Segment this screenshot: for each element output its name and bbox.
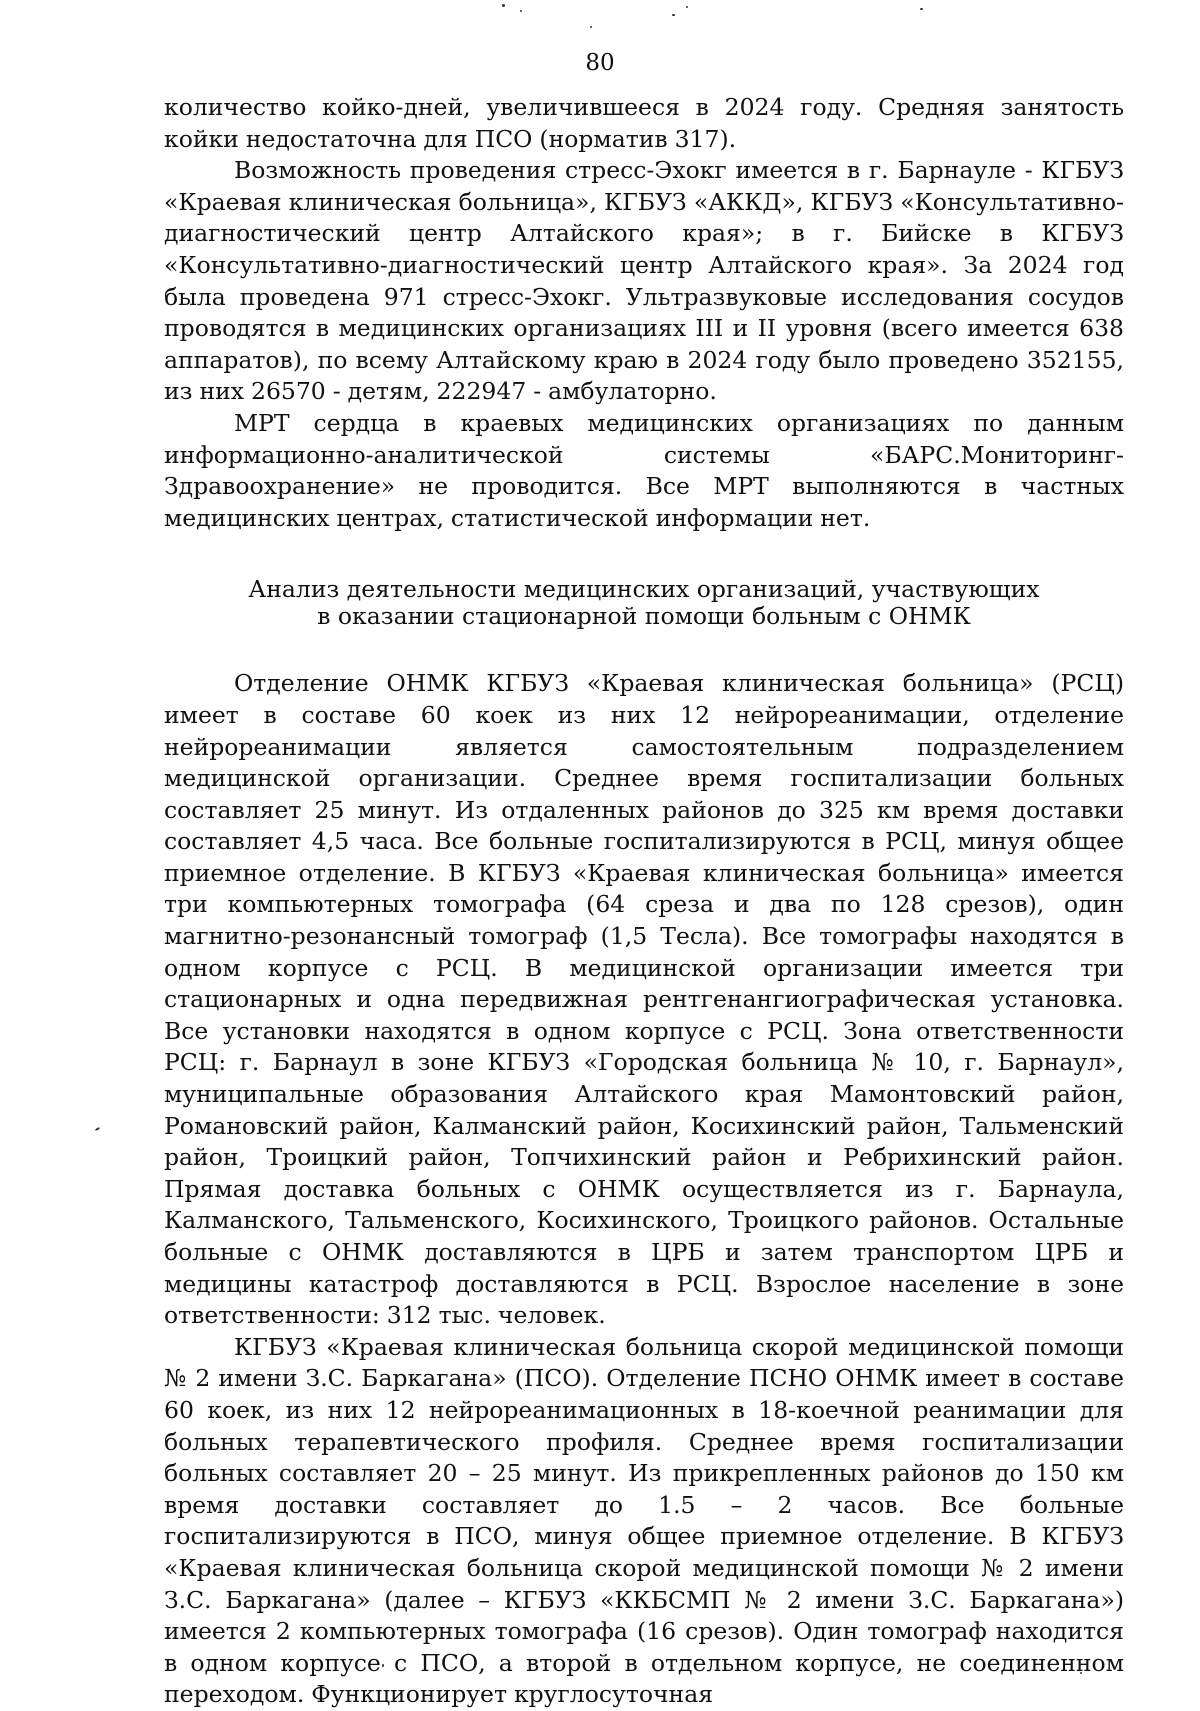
paragraph-rsc: Отделение ОНМК КГБУЗ «Краевая клиническая больница» (РСЦ) имеет в составе 60 коек из них 12 нейрореанимации, отделение нейрореанимации является самостоятельным подразделением медицинской организации. Среднее время госпитализации больных составляет 25 минут. Из отдаленных районов до 325 км время доставки составляет 4,5 часа. Все больные госпитализируются в РСЦ, минуя общее приемное отделение. В КГБУЗ «Краевая клиническая больница» имеется три компьютерных томографа (64 среза и два по 128 срезов), один магнитно-резонансный томограф (1,5 Тесла). Все томографы находятся в одном корпусе с РСЦ. В медицинской организации имеется три стационарных и одна передвижная рентгенангиографическая установка. Все установки находятся в одном корпусе с РСЦ. Зона ответственности РСЦ: г. Барнаул в зоне КГБУЗ «Городская больница № 10, г. Барнаул», муниципальные образования Алтайского края Мамонтовский район, Романовский район, Калманский район, Косихинский район, Тальменский район, Троицкий район, Топчихинский район и Ребрихинский район. Прямая доставка больных с ОНМК осуществляется из г. Барнаула, Калманского, Тальменского, Косихинского, Троицкого районов. Остальные больные с ОНМК доставляются в ЦРБ и затем транспортом ЦРБ и медицины катастроф доставляются в РСЦ. Взрослое население в зоне ответственности: 312 тыс. человек. [164, 669, 1124, 1330]
scan-speck [920, 8, 923, 10]
scan-speck [95, 1127, 100, 1131]
scan-speck [590, 26, 592, 28]
paragraph-pso: КГБУЗ «Краевая клиническая больница скорой медицинской помощи № 2 имени З.С. Баркагана» (ПСО). Отделение ПСНО ОНМК имеет в составе 60 коек, из них 12 нейрореанимационных в 18-коечной реанимации для больных терапевтического профиля. Среднее время госпитализации больных составляет 20 – 25 минут. Из прикрепленных районов до 150 км время доставки составляет до 1.5 – 2 часов. Все больные госпитализируются в ПСО, минуя общее приемное отделение. В КГБУЗ «Краевая клиническая больница скорой медицинской помощи № 2 имени З.С. Баркагана» (далее – КГБУЗ «ККБСМП № 2 имени З.С. Баркагана») имеется 2 компьютерных томографа (16 срезов). Один томограф находится в одном корпусе с ПСО, а второй в отдельном корпусе, не соединенном переходом. Функционирует круглосуточная [164, 1332, 1124, 1709]
section-heading-line-2: в оказании стационарной помощи больным с ОНМК [317, 602, 971, 631]
scan-speck [520, 10, 522, 12]
paragraph-mri: МРТ сердца в краевых медицинских организациях по данным информационно-аналитической системы «БАРС.Мониторинг-Здравоохранение» не проводится. Все МРТ выполняются в частных медицинских центрах, статистической информации нет. [164, 408, 1124, 532]
paragraph-continuation: количество койко-дней, увеличившееся в 2024 году. Средняя занятость койки недостаточна для ПСО (норматив 317). [164, 93, 1124, 153]
page-number: 80 [585, 50, 615, 76]
document-body [164, 92, 1124, 1711]
section-heading-line-1: Анализ деятельности медицинских организаций, участвующих [248, 575, 1040, 604]
scan-speck [686, 6, 688, 8]
scan-speck [502, 4, 505, 7]
scan-speck [672, 14, 675, 16]
paragraph-stress-echo: Возможность проведения стресс-Эхокг имеется в г. Барнауле - КГБУЗ «Краевая клиническая больница», КГБУЗ «АККД», КГБУЗ «Консультативно-диагностический центр Алтайского края»; в г. Бийске в КГБУЗ «Консультативно-диагностический центр Алтайского края». За 2024 год была проведена 971 стресс-Эхокг. Ультразвуковые исследования сосудов проводятся в медицинских организациях III и II уровня (всего имеется 638 аппаратов), по всему Алтайскому краю в 2024 году было проведено 352155, из них 26570 - детям, 222947 - амбулаторно. [164, 156, 1124, 406]
section-heading [164, 576, 1124, 630]
